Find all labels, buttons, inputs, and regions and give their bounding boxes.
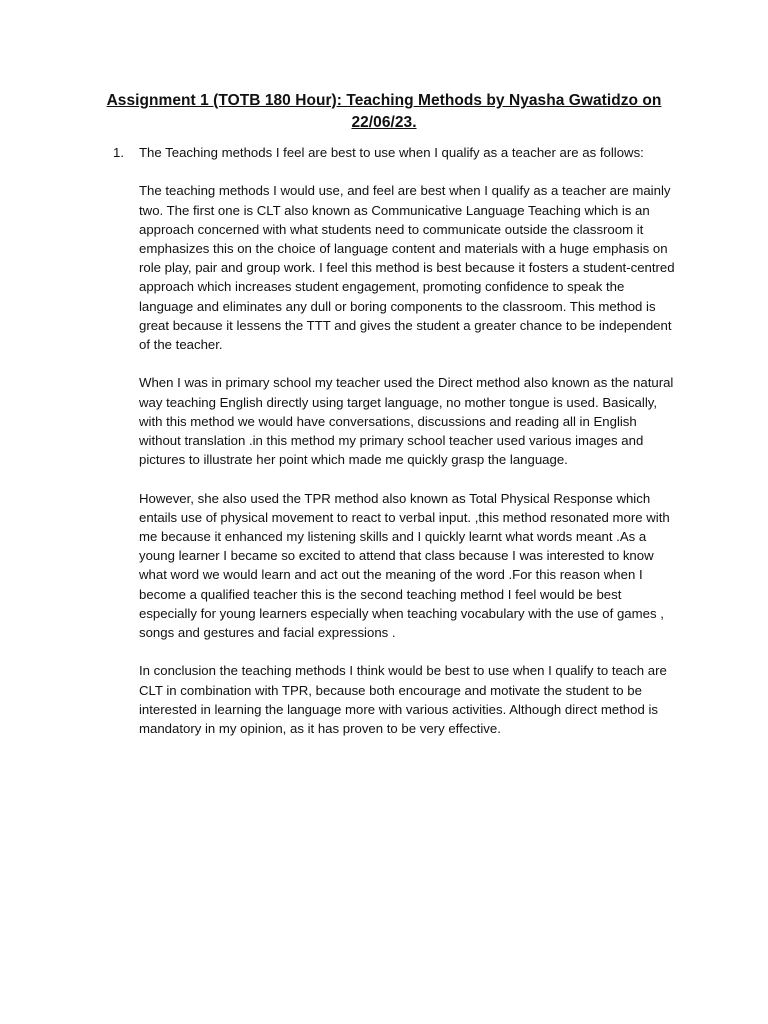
paragraph-question: The Teaching methods I feel are best to use when I qualify as a teacher are as follows: <box>139 145 644 160</box>
list-item-number: 1. <box>113 145 124 160</box>
paragraph-tpr: However, she also used the TPR method also known as Total Physical Response which entails use of physical movement to react to verbal input. ,this method resonated more with me because it enhanced my listening skills and I quickly learnt what words meant .As a young learner I became so excited to attend that class because I was interested to know what word we would learn and act out the meaning of the word .For this reason when I become a qualified teacher this is the second teaching method I feel would be best especially for young learners especially when teaching vocabulary with the use of games , songs and gestures and facial expressions . <box>139 490 670 641</box>
paragraph-clt: The teaching methods I would use, and feel are best when I qualify as a teacher are mainly two. The first one is CLT also known as Communicative Language Teaching which is an approach concerned with what students need to communicate outside the classroom it emphasizes this on the choice of language content and materials with a huge emphasis on role play, pair and group work. I feel this method is best because it fosters a student-centred approach which increases student engagement, promoting confidence to speak the language and eliminates any dull or boring components to the classroom. This method is great because it lessens the TTT and gives the student a greater chance to be independent of the teacher. <box>139 183 675 353</box>
list-item-body <box>139 143 679 757</box>
paragraph-conclusion: In conclusion the teaching methods I think would be best to use when I qualify to teach are CLT in combination with TPR, because both encourage and motivate the student to be interested in learning the language more with various activities. Although direct method is mandatory in my opinion, as it has proven to be very effective. <box>139 663 667 737</box>
document-title: Assignment 1 (TOTB 180 Hour): Teaching Methods by Nyasha Gwatidzo on 22/06/23. <box>106 92 662 131</box>
paragraph-direct-method: When I was in primary school my teacher used the Direct method also known as the natural way teaching English directly using target language, no mother tongue is used. Basically, with this method we would have conversations, discussions and reading all in English without translation .in this method my primary school teacher used various images and pictures to illustrate her point which made me quickly grasp the language. <box>139 375 674 468</box>
